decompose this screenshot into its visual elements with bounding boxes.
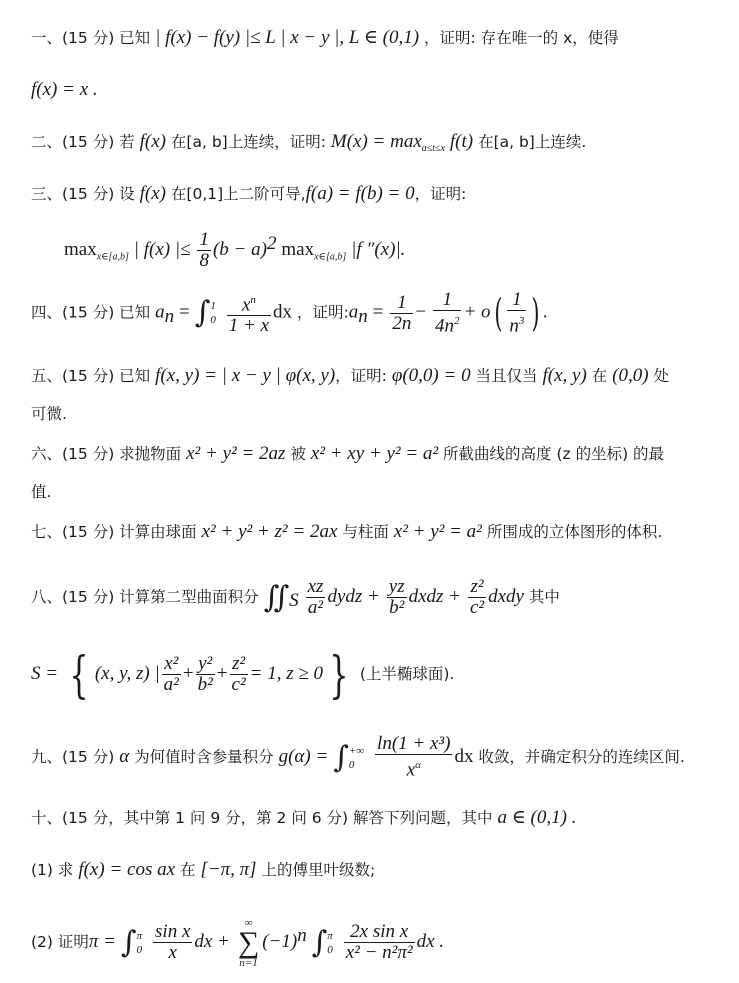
- fx: f(x): [139, 131, 166, 152]
- a-n: a: [155, 301, 165, 323]
- integrand-fraction: $\frac{x^n}{1 + x}$: [227, 290, 271, 336]
- problem-5-iff: 当且仅当: [475, 367, 538, 385]
- b-minus-a: (b − a): [212, 239, 267, 261]
- problem-6: 六、(15 分) 求抛物面 x² + y² = 2az 被 x² + xy + y² = a² 所截曲线的高度 (z 的坐标) 的最: [31, 443, 665, 464]
- integral-sign-10b: ∫: [311, 924, 328, 960]
- problem-8-set: S = { (x, y, z) | $\frac{\text{x²}}{\text{a²}}$ + $\frac{\text{y²}}{\text{b²}}$ + $\frac{\text{z²}}{\text{c²}}$ = 1, z ≥ 0 } (上半椭球面).: [31, 645, 455, 704]
- abs-fx: | f(x) |≤: [133, 239, 191, 261]
- max-operator-2: max: [281, 239, 315, 261]
- problem-5-cont: 可微.: [31, 405, 67, 423]
- boundary-condition: f(a) = f(b) = 0: [305, 183, 415, 204]
- problem-4-label: 四、(15 分) 已知: [31, 303, 151, 322]
- a-interval: a ∈ (0,1) .: [497, 807, 577, 828]
- problem-7: 七、(15 分) 计算由球面 x² + y² + z² = 2ax 与柱面 x² + y² = a² 所围成的立体图形的体积.: [31, 521, 663, 542]
- problem-2-label: 二、(15 分) 若: [31, 133, 135, 151]
- integrand-fraction-9: $\frac{\text{ln(1 + x³)}}{x^\alpha}$: [377, 733, 451, 781]
- problem-5-prove: ，证明:: [335, 367, 387, 385]
- problem-4-prove: ，证明:: [296, 303, 349, 322]
- integral-limits-10a: π 0: [136, 929, 143, 956]
- problem-3-label: 三、(15 分) 设: [31, 185, 135, 203]
- fraction-1-over-2n: $\frac{1}{2n}$: [392, 291, 412, 334]
- problem-3-text: 在[0,1]上二阶可导,: [170, 185, 306, 203]
- fraction-z2-c2: $\frac{\text{z²}}{\text{c²}}$: [469, 576, 485, 618]
- phi-condition: φ(0,0) = 0: [391, 365, 471, 386]
- fx: f(x): [139, 183, 166, 204]
- integral-limits-10b: π 0: [327, 929, 333, 956]
- problem-7-label: 七、(15 分) 计算由球面: [31, 523, 197, 541]
- max-subscript-2: x∈[a,b]: [314, 251, 347, 263]
- fraction-z2-c2-set: $\frac{\text{z²}}{\text{c²}}$: [231, 653, 246, 695]
- problem-5-label: 五、(15 分) 已知: [31, 367, 151, 385]
- problem-2-text: 在[a, b]上连续，证明:: [170, 133, 326, 151]
- problem-10: [31, 806, 576, 830]
- fraction-one-eighth: $\frac{1}{8}$: [199, 229, 209, 272]
- double-integral-sign: ∬: [263, 579, 290, 615]
- g-alpha: g(α) =: [278, 746, 329, 767]
- problem-1-label: 一、(15 分) 已知: [31, 29, 151, 47]
- problem-6-cont: 值.: [31, 483, 52, 501]
- fxy-definition: f(x, y) = | x − y | φ(x, y): [155, 365, 336, 386]
- paraboloid-eq: x² + y² = 2az: [186, 443, 286, 464]
- integral-sign: ∫: [194, 295, 211, 331]
- problem-6-label: 六、(15 分) 求抛物面: [31, 445, 182, 463]
- pi-equals: π =: [88, 931, 116, 953]
- fraction-1-over-4n2: $\frac{1}{4n^2}$: [434, 289, 460, 337]
- fraction-xz-a2: $\frac{xz}{\text{a²}}$: [307, 576, 324, 618]
- second-derivative: f ″(x): [356, 239, 396, 261]
- cylinder-eq: x² + xy + y² = a²: [310, 443, 439, 464]
- max-subscript: x∈[a,b]: [96, 251, 129, 263]
- set-rhs: = 1, z ≥ 0: [249, 663, 324, 684]
- fraction-x2-a2: $\frac{\text{x²}}{\text{a²}}$: [163, 653, 179, 695]
- integral-sign-9: ∫: [333, 739, 349, 775]
- problem-3: [31, 182, 466, 206]
- fraction-sinx-x: $\frac{\text{sin x}}{x}$: [155, 921, 191, 964]
- fraction-last: $\frac{\text{2x sin x}}{\text{x² − n²π²}}$: [345, 921, 413, 964]
- problem-5: 五、(15 分) 已知 f(x, y) = | x − y | φ(x, y)，证明: φ(0,0) = 0 当且仅当 f(x, y) 在 (0,0) 处: [31, 365, 670, 386]
- sphere-eq: x² + y² + z² = 2ax: [201, 521, 338, 542]
- set-lhs: (x, y, z) |: [94, 663, 160, 684]
- problem-4: 四、(15 分) 已知 $a_n$ = ∫ 1 0 $\frac{x^n}{1 + x}$ dx ，证明$:a_n$ = $\frac{1}{2n}$ − $\frac{1}{4n^2}$ + o( $\frac{1}{n^3}$ ) .: [31, 289, 548, 337]
- dx: dx: [273, 301, 293, 323]
- ft: f(t): [449, 131, 474, 152]
- integral-limits-9: +∞ 0: [348, 744, 365, 771]
- abs-bar-left: |: [351, 239, 357, 261]
- cylinder-eq-7: x² + y² = a²: [393, 521, 482, 542]
- lipschitz-condition: | f(x) − f(y) |≤ L | x − y |, L ∈ (0,1): [155, 27, 420, 48]
- problem-9: 九、(15 分) α 为何值时含参量积分 g(α) = ∫ +∞ 0 $\frac{\text{ln(1 + x³)}}{x^\alpha}$ dx 收敛，并确定积分的连续区间.: [31, 733, 685, 781]
- S-equals: S =: [31, 663, 59, 684]
- problem-10-part-2: (2) 证明π = ∫ π 0 $\frac{\text{sin x}}{x}$ dx + ∞ ∑ n=1 $(-1)^n$ ∫ π 0 $\frac{\text{2x sin x}}{\text{x² − n²π²}}$ dx .: [31, 916, 445, 969]
- problem-1-text: ，证明: 存在唯一的 x，使得: [424, 29, 619, 47]
- M-subscript: a≤t≤x: [421, 143, 445, 155]
- problem-3-prove: ，证明:: [414, 185, 467, 203]
- fraction-1-over-n3: $\frac{1}{n^3}$: [509, 289, 525, 337]
- problem-10-part-1: (1) 求 f(x) = cos ax 在 [−π, π] 上的傅里叶级数;: [31, 859, 376, 880]
- little-o: + o: [463, 301, 491, 323]
- interval: [−π, π]: [200, 859, 257, 880]
- fixed-point-equation: f(x) = x .: [31, 79, 98, 100]
- integral-sign-10a: ∫: [120, 924, 137, 960]
- problem-1: [31, 26, 619, 50]
- fxy: f(x, y): [542, 365, 587, 386]
- alpha: α: [119, 746, 130, 767]
- neg-one-power: (−1): [262, 931, 298, 953]
- problem-2: [31, 130, 586, 161]
- cos-function: f(x) = cos ax: [78, 859, 176, 880]
- problem-2-text-end: 在[a, b]上连续.: [478, 133, 587, 151]
- max-operator: max: [64, 239, 97, 261]
- origin-point: (0,0): [612, 365, 649, 386]
- problem-1-cont: [31, 78, 98, 102]
- problem-9-label: 九、(15 分): [31, 748, 115, 766]
- abs-bar-right: |: [395, 239, 401, 261]
- fraction-y2-b2: $\frac{\text{y²}}{\text{b²}}$: [197, 653, 213, 695]
- problem-3-inequality: $\max_{x\in[a,b]}$ | f(x) |≤ $\frac{1}{8}$ $(b - a)^2$ $\max_{x\in[a,b]} |f$ ″(x)|.: [64, 229, 406, 272]
- integral-limits: 1 0: [210, 300, 216, 327]
- fraction-yz-b2: $\frac{yz}{\text{b²}}$: [388, 576, 405, 618]
- problem-8: 八、(15 分) 计算第二型曲面积分 $∬_S$ $\frac{xz}{\text{a²}}$ dydz + $\frac{yz}{\text{b²}}$ dxdz + $\frac{\text{z²}}{\text{c²}}$ dxdy 其中: [31, 576, 560, 618]
- M-function: M(x) = max: [330, 131, 422, 152]
- problem-8-label: 八、(15 分) 计算第二型曲面积分: [31, 588, 259, 606]
- problem-10-label: 十、(15 分，其中第 1 问 9 分，第 2 问 6 分) 解答下列问题，其中: [31, 809, 493, 827]
- summation: ∞ ∑ n=1: [237, 916, 260, 969]
